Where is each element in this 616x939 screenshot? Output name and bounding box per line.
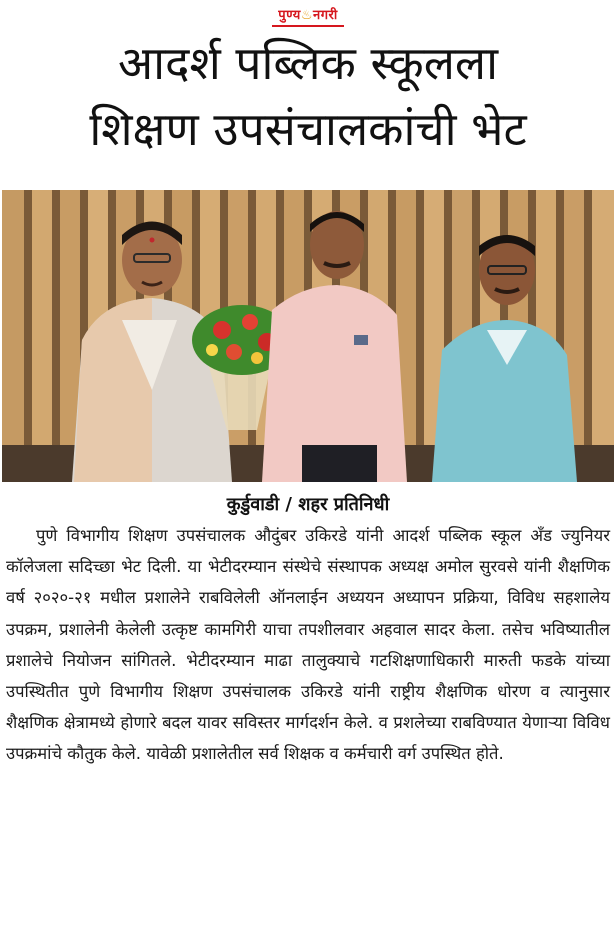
headline-line-2: शिक्षण उपसंचालकांची भेट <box>89 102 527 156</box>
logo-text-left: पुण्य <box>278 8 301 23</box>
logo-text-right: नगरी <box>313 8 338 23</box>
headline <box>0 30 616 162</box>
article-body: पुणे विभागीय शिक्षण उपसंचालक औदुंबर उकिरडे यांनी आदर्श पब्लिक स्कूल अँड ज्युनियर कॉलेजला सदिच्छा भेट दिली. या भेटीदरम्यान संस्थेचे संस्थापक अध्यक्ष अमोल सुरवसे यांनी शैक्षणिक वर्ष २०२०-२१ मधील प्रशालेने राबविलेली ऑनलाईन अध्ययन अध्यापन प्रक्रिया, विविध सहशालेय उपक्रम, प्रशालेनी केलेली उत्कृष्ट कामगिरी याचा तपशीलवार अहवाल सादर केला. तसेच भविष्यातील प्रशालेचे नियोजन सांगितले. भेटीदरम्यान माढा तालुक्याचे गटशिक्षणाधिकारी मारुती फडके यांच्या उपस्थितीत पुणे विभागीय शिक्षण उपसंचालक उकिरडे यांनी राष्ट्रीय शैक्षणिक धोरण व त्यानुसार शैक्षणिक क्षेत्रामध्ये होणारे बदल यावर सविस्तर मार्गदर्शन केले. व प्रशलेच्या राबविण्यात येणाऱ्या विविध उपक्रमांचे कौतुक केले. यावेळी प्रशालेतील सर्व शिक्षक व कर्मचारी वर्ग उपस्थित होते. <box>6 526 610 764</box>
masthead <box>0 3 616 29</box>
diya-icon: ♨ <box>300 8 314 23</box>
newspaper-logo <box>272 3 343 27</box>
news-photo <box>2 190 614 482</box>
news-photo-illustration <box>2 190 614 482</box>
article-dateline: कुर्डुवाडी / शहर प्रतिनिधी <box>226 494 390 515</box>
headline-line-1: आदर्श पब्लिक स्कूलला <box>118 36 498 90</box>
